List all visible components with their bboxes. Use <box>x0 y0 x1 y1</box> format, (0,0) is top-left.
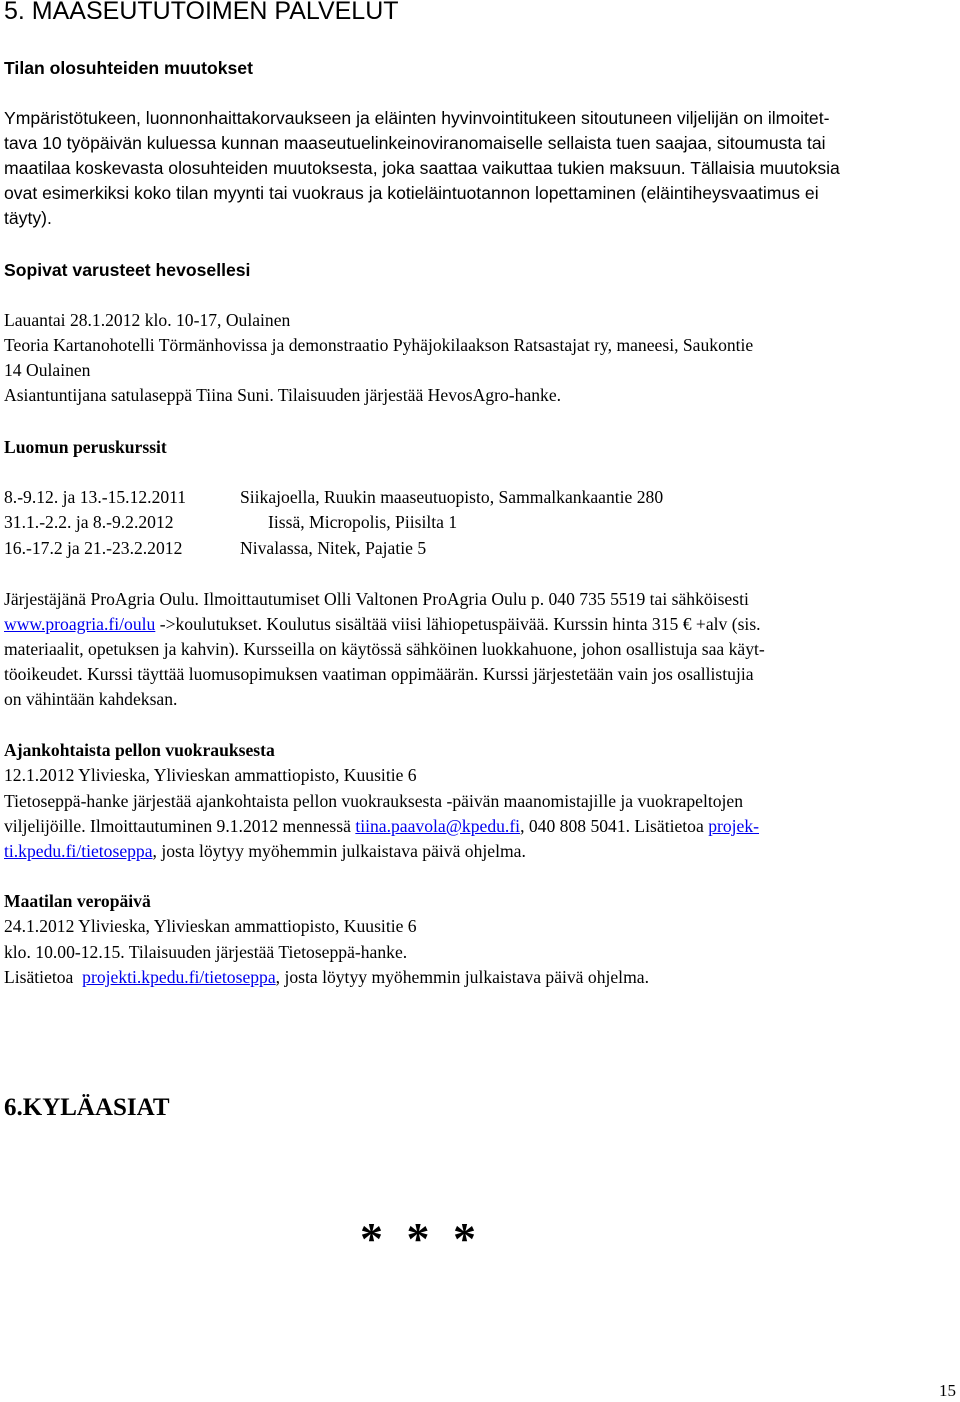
schedule-place: Iissä, Micropolis, Piisilta 1 <box>268 512 458 532</box>
paragraph-line: Tietoseppä-hanke järjestää ajankohtaista pellon vuokrauksesta -päivän maanomistajille ja vuokrapeltojen <box>4 791 744 811</box>
paragraph-line: Järjestäjänä ProAgria Oulu. Ilmoittautumiset Olli Valtonen ProAgria Oulu p. 040 735 5519 tai sähköisesti <box>4 589 749 609</box>
paragraph-text: , josta löytyy myöhemmin julkaistava päivä ohjelma. <box>275 967 649 987</box>
section-title-luomu: Luomun peruskurssit <box>4 437 167 457</box>
paragraph-line: Asiantuntijana satulaseppä Tiina Suni. Tilaisuuden järjestää HevosAgro-hanke. <box>4 385 562 405</box>
schedule-date: 16.-17.2 ja 21.-23.2.2012 <box>4 538 183 558</box>
schedule-place: Nivalassa, Nitek, Pajatie 5 <box>240 538 427 558</box>
tietoseppa-link-part1[interactable]: projek- <box>708 816 760 836</box>
schedule-date: 8.-9.12. ja 13.-15.12.2011 <box>4 487 187 507</box>
paragraph-line: Teoria Kartanohotelli Törmänhovissa ja demonstraatio Pyhäjokilaakson Ratsastajat ry, maneesi, Saukontie <box>4 335 754 355</box>
paragraph-line <box>4 840 526 862</box>
paragraph-line <box>4 966 649 988</box>
section-title-veropaiva: Maatilan veropäivä <box>4 891 151 911</box>
paragraph-line: töoikeudet. Kurssi täyttää luomusopimuksen vaatiman oppimäärän. Kurssi järjestetään vain jos osallistujia <box>4 664 754 684</box>
paragraph-line: 14 Oulainen <box>4 360 91 380</box>
paragraph-text: viljelijöille. Ilmoittautuminen 9.1.2012 mennessä <box>4 816 356 836</box>
paragraph-line: materiaalit, opetuksen ja kahvin). Kursseilla on käytössä sähköinen luokkahuone, johon osallistuja saa käyt- <box>4 639 765 659</box>
paragraph-text: , josta löytyy myöhemmin julkaistava päivä ohjelma. <box>152 841 526 861</box>
section-heading-kylaasiat: 6.KYLÄASIAT <box>4 1094 170 1121</box>
paragraph-line: tava 10 työpäivän kuluessa kunnan maaseutuelinkeinoviranomaiselle sellaista tuen saajaa, sitoumusta tai <box>4 133 826 153</box>
email-link[interactable]: tiina.paavola@kpedu.fi <box>355 816 521 836</box>
paragraph-line: 12.1.2012 Ylivieska, Ylivieskan ammattiopisto, Kuusitie 6 <box>4 765 417 785</box>
paragraph-line: ovat esimerkiksi koko tilan myynti tai vuokraus ja kotieläintuotannon lopettaminen (eläintiheysvaatimus ei <box>4 183 819 203</box>
paragraph-line <box>4 815 759 837</box>
section-title-varusteet: Sopivat varusteet hevosellesi <box>4 260 251 280</box>
separator-stars: * * * <box>360 1213 482 1264</box>
schedule-date: 31.1.-2.2. ja 8.-9.2.2012 <box>4 512 174 532</box>
schedule-row <box>4 511 457 533</box>
page-number: 15 <box>939 1381 956 1400</box>
schedule-row <box>4 537 426 559</box>
schedule-row <box>4 486 663 508</box>
paragraph-line <box>4 613 761 635</box>
paragraph-text: , 040 808 5041. Lisätietoa <box>520 816 709 836</box>
section-title-vuokraus: Ajankohtaista pellon vuokrauksesta <box>4 740 275 760</box>
paragraph-line: 24.1.2012 Ylivieska, Ylivieskan ammattiopisto, Kuusitie 6 <box>4 916 417 936</box>
paragraph-line: Ympäristötukeen, luonnonhaittakorvaukseen ja eläinten hyvinvointitukeen sitoutuneen viljelijän on ilmoitet- <box>4 108 830 128</box>
schedule-place: Siikajoella, Ruukin maaseutuopisto, Sammalkankaantie 280 <box>240 487 664 507</box>
paragraph-line: täyty). <box>4 208 52 228</box>
paragraph-line: maatilaa koskevasta olosuhteiden muutoksesta, joka saattaa vaikuttaa tukien maksuun. Tällaisia muutoksia <box>4 158 840 178</box>
proagria-link[interactable]: www.proagria.fi/oulu <box>4 614 156 634</box>
paragraph-text: ->koulutukset. Koulutus sisältää viisi lähiopetuspäivää. Kurssin hinta 315 € +alv (sis. <box>155 614 761 634</box>
section-title-olosuhteet: Tilan olosuhteiden muutokset <box>4 58 253 78</box>
tietoseppa-link-part2[interactable]: ti.kpedu.fi/tietoseppa <box>4 841 153 861</box>
paragraph-line: on vähintään kahdeksan. <box>4 689 178 709</box>
page-heading: 5. MAASEUTUTOIMEN PALVELUT <box>4 0 399 25</box>
paragraph-line: klo. 10.00-12.15. Tilaisuuden järjestää Tietoseppä-hanke. <box>4 942 408 962</box>
paragraph-text: Lisätietoa <box>4 967 83 987</box>
paragraph-line: Lauantai 28.1.2012 klo. 10-17, Oulainen <box>4 310 291 330</box>
tietoseppa-link[interactable]: projekti.kpedu.fi/tietoseppa <box>82 967 276 987</box>
